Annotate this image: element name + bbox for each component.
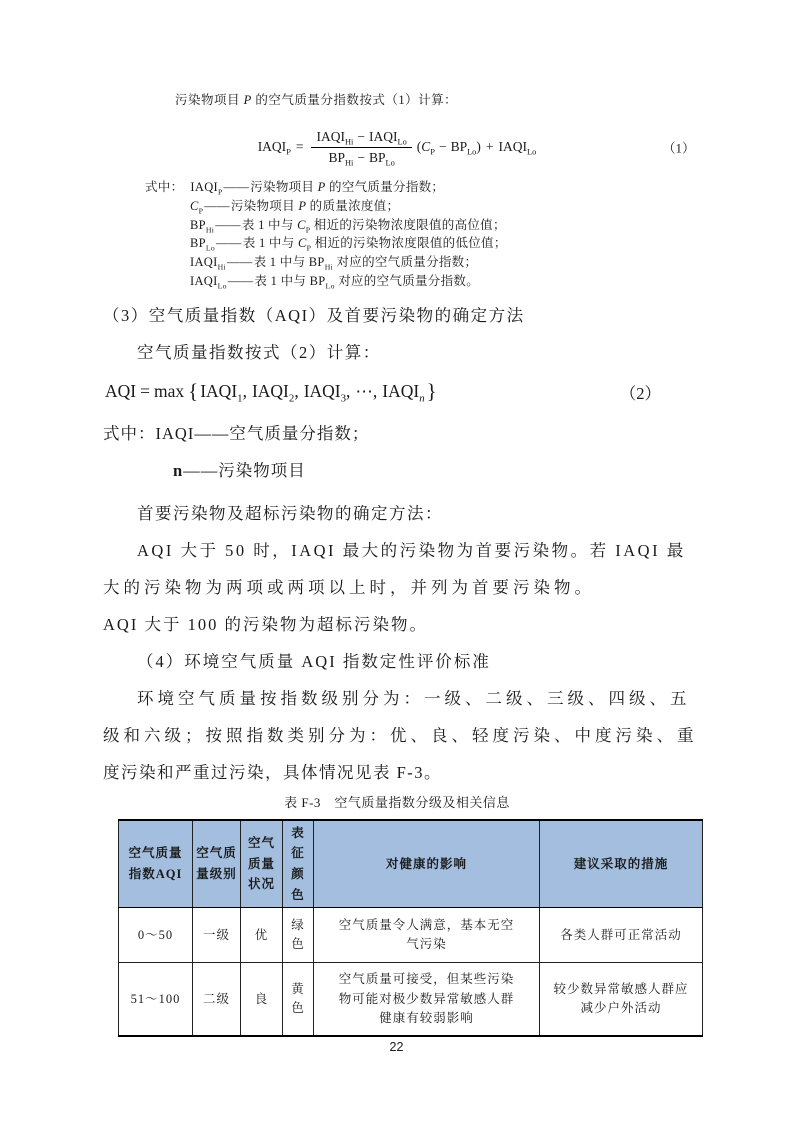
term-description: 表 1 中与 $C_P$ 相近的污染物浓度限值的低位值； [242,236,507,253]
comma: , [242,381,247,402]
term-description: 表 1 中与 $C_P$ 相近的污染物浓度限值的高位值； [241,217,506,235]
comma: , [372,381,378,402]
variable-p: P [243,93,252,107]
formula-2 [103,371,691,413]
col-header-aqi-range: 空气质量指数AQI [119,820,193,908]
definition-row [103,272,691,291]
em-dash: —— [227,273,254,288]
iaqi-1-symbol: $IAQI_1$ [200,381,243,405]
table-row [119,908,703,963]
table-caption: 表 F-3 空气质量指数分级及相关信息 [284,794,510,810]
paragraph-exceed: AQI 大于 100 的污染物为超标污染物。 [103,614,428,634]
page-content [103,90,698,1037]
em-dash: —— [215,217,241,232]
cell-status: 良 [241,963,283,1037]
formula1-definitions [103,178,691,291]
definition-row [103,253,691,272]
cell-measures: 各类人群可正常活动 [540,908,703,963]
intro-text-post: 的空气质量分指数按式（1）计算： [251,93,458,107]
section-3-intro: 空气质量指数按式（2）计算： [137,342,381,362]
col-header-health-impact: 对健康的影响 [314,820,540,908]
paragraph-levels-line3: 度污染和严重过污染，具体情况见表 F-3。 [103,762,443,782]
ellipsis: ⋯ [355,381,373,402]
paragraph-primary-line1: AQI 大于 50 时，IAQI 最大的污染物为首要污染物。若 IAQI 最 [137,540,686,560]
variable-n: n [173,460,184,480]
formula2-definition-2 [103,452,691,489]
em-dash: —— [226,255,253,270]
fraction [311,128,411,166]
paragraph-levels-line1: 环境空气质量按指数级别分为：一级、二级、三级、四级、五 [137,688,691,708]
intro-text-pre: 污染物项目 [175,93,244,107]
open-brace: { [188,379,199,404]
col-header-color: 表征颜色 [283,820,314,908]
formula1-intro-line [103,90,691,110]
col-header-level: 空气质量级别 [193,820,241,908]
section-3-heading: （3）空气质量指数（AQI）及首要污染物的确定方法 [103,305,525,325]
cell-measures: 较少数异常敏感人群应减少户外活动 [540,963,703,1037]
cell-health-impact: 空气质量可接受，但某些污染物可能对极少数异常敏感人群健康有较弱影响 [314,963,540,1037]
em-dash: —— [204,198,230,213]
plus-sign: + [485,139,494,154]
term-description: 污染物项目 P 的质量浓度值； [230,198,400,213]
page-number: 22 [389,1040,404,1054]
n-description: ——污染物项目 [183,460,306,480]
iaqi-2-symbol: $IAQI_2$ [251,381,295,405]
em-dash: —— [223,180,250,194]
definition-row [103,234,691,253]
paragraph-method: 首要污染物及超标污染物的确定方法： [137,503,443,523]
term-symbol: $BP_{Hi}$ [190,217,215,235]
close-brace: } [426,379,437,404]
fraction-numerator: $IAQI_{Hi}$ − $IAQI_{Lo}$ [311,128,411,148]
table-row [119,963,703,1037]
table-header-row [119,820,703,908]
cell-level: 二级 [193,963,241,1037]
cell-aqi-range: 51～100 [119,963,193,1037]
col-header-measures: 建议采取的措施 [540,820,703,908]
equals-sign: = [140,381,150,402]
aqi-classification-table [118,819,703,1038]
term-symbol: $IAQI_P$ [190,180,223,197]
paragraph-primary-line2: 大的污染物为两项或两项以上时，并列为首要污染物。 [103,577,595,597]
term-description: 污染物项目 P 的空气质量分指数； [250,180,445,194]
cell-color: 黄色 [283,963,314,1037]
equation-number-1: （1） [662,140,695,156]
formula2-definition-1: 式中：IAQI——空气质量分指数； [103,423,370,443]
comma: , [294,381,299,402]
term-symbol: $C_P$ [190,198,204,216]
where-label: 式中： [145,180,184,194]
definition-row [103,197,691,216]
equation-number-2: （2） [619,383,661,403]
iaqi-p-symbol: $IAQI_P$ [257,139,291,157]
cell-color: 绿色 [283,908,314,963]
max-function: max [153,381,185,402]
term-description: 表 1 中与 $BP_{Hi}$ 对应的空气质量分指数； [253,255,478,272]
formula-1 [103,120,695,174]
term-symbol: $IAQI_{Lo}$ [190,273,227,291]
aqi-symbol: AQI [105,381,137,402]
definition-row [103,216,691,235]
iaqi-lo-symbol: $IAQI_{Lo}$ [498,139,537,157]
comma: , [346,381,351,402]
term-symbol: $IAQI_{Hi}$ [190,255,226,272]
term-symbol: $BP_{Lo}$ [190,236,216,253]
cell-aqi-range: 0～50 [119,908,193,963]
col-header-status: 空气质量状况 [241,820,283,908]
em-dash: —— [216,236,242,251]
iaqi-3-symbol: $IAQI_3$ [303,381,347,405]
concentration-term: $(C_P - BP_{Lo})$ [416,139,481,157]
iaqi-n-symbol: $IAQI_n$ [382,381,425,405]
equals-sign: = [295,139,304,154]
fraction-denominator: $BP_{Hi} - BP_{Lo}$ [328,149,395,168]
cell-health-impact: 空气质量令人满意，基本无空气污染 [314,908,540,963]
definition-row [103,178,691,197]
section-4-heading: （4）环境空气质量 AQI 指数定性评价标准 [137,651,491,671]
paragraph-levels-line2: 级和六级；按照指数类别分为：优、良、轻度污染、中度污染、重 [103,725,698,745]
cell-level: 一级 [193,908,241,963]
cell-status: 优 [241,908,283,963]
term-description: 表 1 中与 $BP_{Lo}$ 对应的空气质量分指数。 [254,273,479,291]
